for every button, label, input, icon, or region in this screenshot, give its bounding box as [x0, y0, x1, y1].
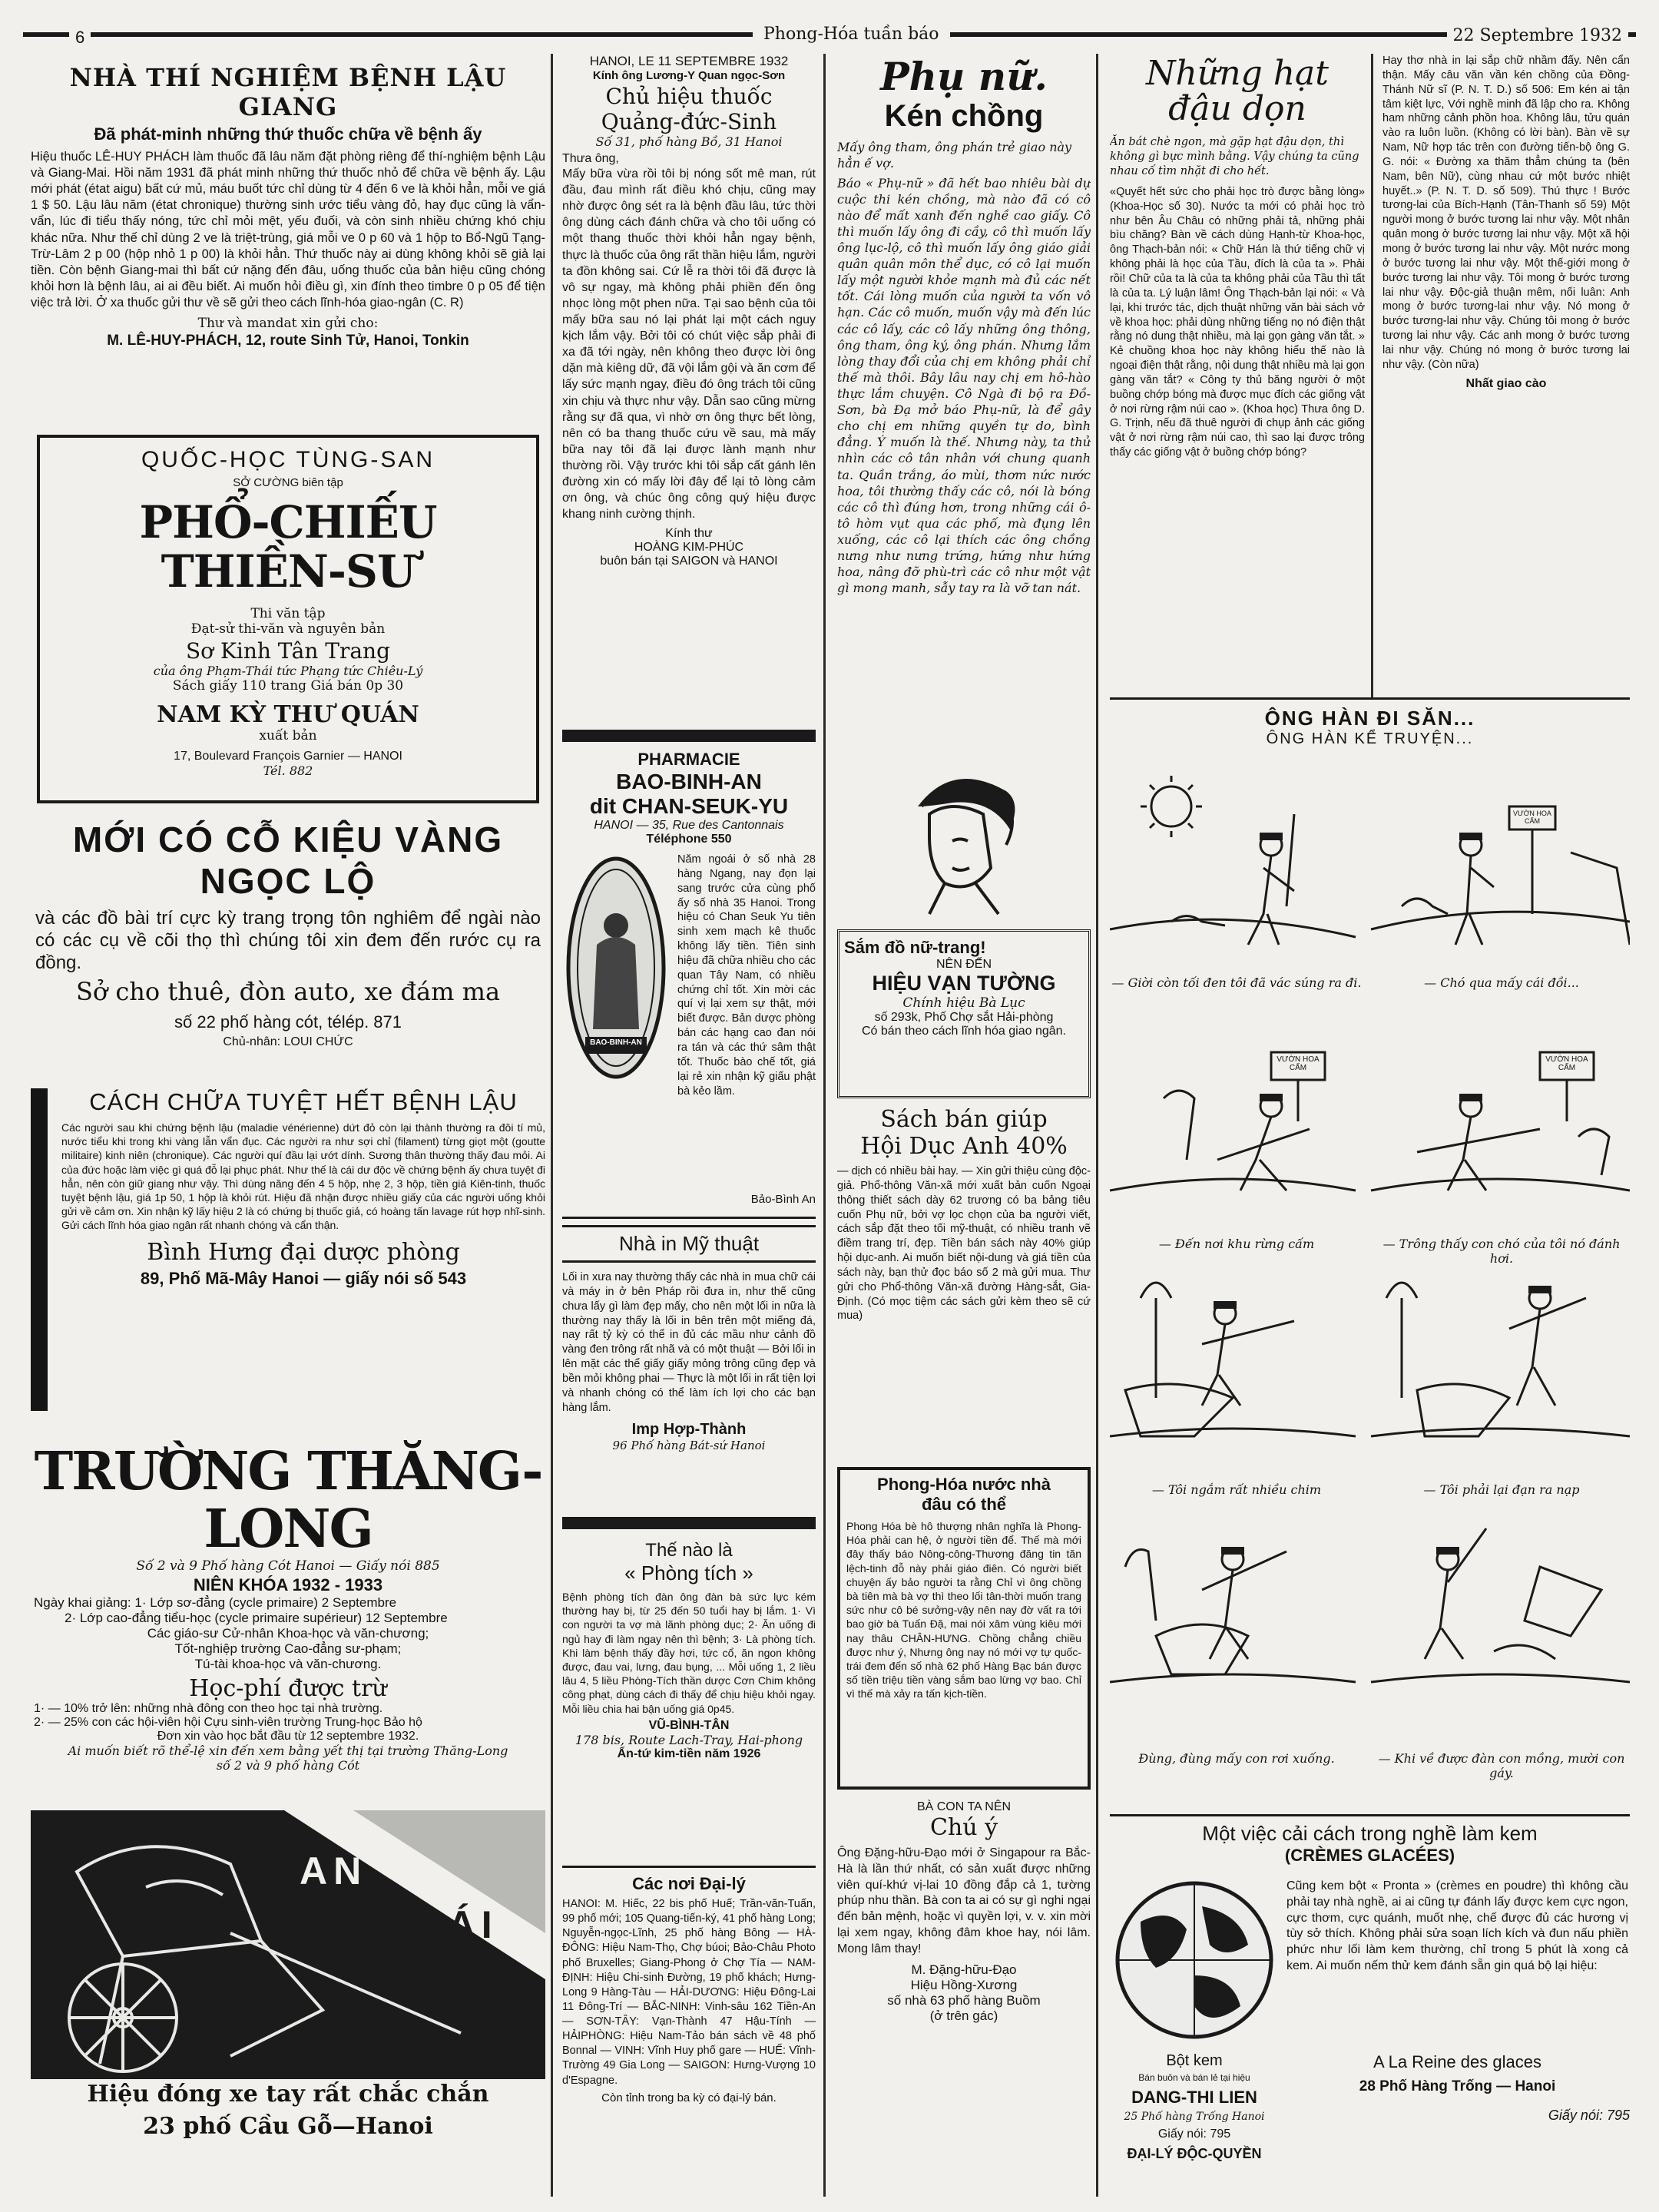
coffin-title: MỚI CÓ CỖ KIỆU VÀNG [72, 820, 504, 859]
coffin-title: NGỌC LỘ [200, 861, 376, 901]
attention-sign: số nhà 63 phố hàng Buồm [887, 1992, 1041, 2008]
school-line: Các giáo-sư Cử-nhân Khoa-học và văn-chương; [147, 1625, 429, 1641]
page-number: 6 [69, 28, 91, 48]
cure-title: CÁCH CHỮA TUYỆT HẾT BỆNH LẬU [89, 1088, 518, 1115]
attention-sign: M. Đặng-hữu-Đạo [911, 1962, 1017, 1977]
print-title: Nhà in Mỹ thuật [562, 1225, 816, 1263]
attention-sign: (ở trên gác) [929, 2008, 998, 2023]
phongtich-title: Thế nào là [645, 1540, 733, 1561]
women-subtitle: Kén chồng [884, 99, 1044, 133]
letter-place: HANOI, LE 11 SEPTEMBRE 1932 [589, 54, 789, 68]
column-intro: Ăn bát chè ngon, mà gặp hạt đậu dọn, thì không gì bực mình bằng. Vậy chúng ta cũng nhau cố tìm nhặt đi cho hết. [1110, 136, 1359, 178]
pharmacy-body: Năm ngoái ở số nhà 28 hàng Ngang, nay đọn lại sang trước cửa cùng phố ấy số nhà 35 Hanoi. Trong hiệu có Chan Seuk Yu tiên sinh xem mạch kê thuốc không lấy tiền. Tiên sinh hiệu đã chữa nhiều cho các quan Tây Nam, có nhiều chứng chỉ tốt. Xin mời các quí vị lại xem sự thật, mới biết được. Bản dược phòng bán các hạng cao đan nói ra tán và các thứ sâm thật tốt. Thuốc bào chế tốt, giá lại rẻ xin nhận kỹ giấu phật bà kẻo lầm. [677, 853, 816, 1098]
icecream-subtitle: (CRÈMES GLACÉES) [1284, 1846, 1455, 1865]
comic-subtitle: ÔNG HÀN KỂ TRUYỆN... [1266, 730, 1474, 747]
women-article [837, 54, 1091, 760]
comic-caption: — Khi về được đàn con mồng, mười con gáy. [1378, 1751, 1625, 1780]
book-address: 17, Boulevard François Garnier — HANOI [174, 749, 402, 763]
rickshaw-ad [31, 1810, 545, 2156]
jewelry-ad [837, 929, 1091, 1098]
sign-text: VƯỜN HOA CẤM [1277, 1055, 1320, 1072]
globe-icon [1110, 1876, 1279, 2045]
issue-date: 22 Septembre 1932 [1447, 26, 1628, 45]
column-sign: Nhất giao cào [1465, 376, 1547, 390]
column-body: «Quyết hết sức cho phải học trò được bằng lòng» (Khoa-Học số 30). Nước ta mới có phải học trò như bên Âu Châu có những phải tả, những phải bìu chăng? Bàn về cách dùng Hạnh-từ Khoa-học, ông Thạch-bản nói: « Chữ Hán là thứ tiếng chữ vị không phải là học của Tầu, đích là của ta ». Phải rồi! Chữ của ta là của ta không phải của Tầu thì tất là của ta. Lý luận lâm! Ông Thạch-bản lại nói: « Và lại, khi trước tác, dịch thuật những văn bài sách vở về khoa học: phải dùng những tiếng nọ nó điện thật rằng nó dung thật nhiều, mà lại gọn gàng văn tắt. » Kẻ chuồng khoa học này không hiểu thế nào là ngoại điện thật rằng, nội dung thật nhiều mà lại gọn gàng văn tắt? « Công ty thủ băng người ở một buồng chớp bóng mà được mục đích các giống vật ở nơi rừng rậm núi cao ». (Khoa học) Thưa ông D. G. Trịnh, nếu đã thuê người đi chụp ảnh các giống vật ở nơi rừng rậm núi cao, thì sao lại được trông thấy các giống vật ở buồng chớp bóng? [1110, 185, 1365, 459]
letter-title: Quảng-đức-Sinh [601, 109, 777, 134]
book-line: xuất bản [259, 727, 317, 743]
divider [1110, 1814, 1630, 1816]
sign-text: VƯỜN HOA CẤM [1545, 1055, 1588, 1072]
print-ad [562, 1225, 816, 1509]
lab-footer: M. LÊ-HUY-PHÁCH, 12, route Sinh Tử, Hanoi, Tonkin [107, 333, 469, 349]
rickshaw-line: 23 phố Cầu Gỗ—Hanoi [143, 2113, 433, 2140]
agents-title: Các nơi Đại-lý [632, 1874, 746, 1893]
school-ad [31, 1439, 545, 1807]
letter-to: Kính ông Lương-Y Quan ngọc-Sơn [592, 69, 786, 82]
woman-sketch [837, 760, 1091, 929]
comic-caption: — Trông thấy con chó của tôi nó đánh hơi. [1382, 1237, 1621, 1266]
column-3 [837, 54, 1091, 2197]
sign-text: VƯỜN HOA CẤM [1513, 810, 1551, 825]
letter-address: Số 31, phố hàng Bồ, 31 Hanoi [595, 134, 783, 149]
column-1 [31, 54, 545, 2197]
woman-portrait-icon [837, 760, 1091, 929]
school-line: Tú-tài khoa-học và văn-chương. [194, 1656, 382, 1671]
school-fee-title: Học-phí được trừ [189, 1674, 387, 1702]
book-sale-title: Hội Dục Anh 40% [860, 1133, 1068, 1160]
phonghoa-box [837, 1467, 1091, 1790]
column-rule [551, 54, 553, 2197]
school-line: Ai muốn biết rõ thể-lệ xin đến xem bằng yết thị tại trường Thăng-Long [68, 1743, 508, 1758]
book-line: Thi văn tập [250, 605, 326, 621]
letter-sign: HOÀNG KIM-PHÚC [634, 541, 744, 555]
lab-title: NHÀ THÍ NGHIỆM BỆNH LẬU GIANG [69, 63, 507, 121]
comic-caption: — Giời còn tối đen tôi đã vác súng ra đi. [1111, 975, 1362, 990]
lab-footer-label: Thư và mandat xin gửi cho: [197, 316, 379, 332]
book-title: PHỔ-CHIẾU THIỀN-SƯ [139, 496, 437, 598]
book-sale-title: Sách bán giúp [880, 1106, 1048, 1133]
school-line: Tốt-nghiệp trường Cao-đẳng sư-phạm; [174, 1641, 402, 1656]
jewelry-line: Sắm đồ nữ-trang! [844, 938, 986, 957]
agents-body: HANOI: M. Hiếc, 22 bis phố Huế; Trần-văn-Tuấn, 99 phố mới; 105 Quang-tiến-ký, 41 phố hàng Long; Nguyễn-ngọc-Lĩnh, 25 phố hàng Bông — HÀ-ĐÔNG: Hiệu Nam-Thọ, Chợ búoi; Bảo-Châu Photo phố Bruxelles; Giang-Phong ở Chợ Tía — NAM-ĐỊNH: Hiệu Chi-sinh Đường, 19 phố khách; Hưng-Long 9 Hàng-Tàu — HẢI-DƯƠNG: Hiệu Đông-Lai 11 Đông-Trí — BẮC-NINH: Vinh-sâu 162 Tiền-An — SƠN-TÂY: Vạn-Thành 47 Hậu-Tính — HẢIPHÒNG: Hiệu Nam-Tảo bán sách về 48 phố Bonnal — VINH: Vĩnh Huy phố gare — HUẾ: Vĩnh-Trường 49 Gia Long — SAIGON: Hưng-Vượng 10 d'Espagne. [562, 1898, 816, 2087]
jewelry-line: NÊN ĐẾN [935, 958, 992, 971]
jewelry-line: Chính hiệu Bà Lục [902, 995, 1025, 1011]
agents-footer: Còn tỉnh trong ba kỳ có đại-lý bán. [601, 2091, 777, 2104]
phongtich-since: Ấn-tứ kim-tiền năm 1926 [617, 1747, 761, 1760]
letter-sign: buôn bán tại SAIGON và HANOI [600, 555, 778, 568]
book-editor: SỞ CƯỜNG biên tập [233, 476, 343, 489]
icecream-shop: A La Reine des glaces [1373, 2052, 1541, 2071]
phongtich-address: 178 bis, Route Lach-Tray, Hai-phong [575, 1732, 803, 1747]
pharmacy-name: BAO-BINH-AN [616, 770, 762, 793]
women-body: Báo « Phụ-nữ » đã hết bao nhiêu bài dự cuộc thi kén chồng, mà nào đã có cô nào để mất xanh đến nghề cao giấy. Cô thì muốn lấy ông đi cầy, cô thì muốn lấy ông lục-lộ, cô thì muốn lấy ông giáo giải quân quân môn thể dục, có cô lại muốn lấy một người khỏe mạnh mà đủ các nết tốt. Cái lòng muốn của người ta vốn vô hạn. Các cô muốn, muốn vậy mà đến lúc các cô lấy, các cô lấy những ông thông, ông tham, ông ký, ông phán. Nhưng lắm lòng thay đổi của chị em không phải chỉ thế mà thôi. Bây lâu nay chị em hô-hào thực lắm chuyện. Cô Ngà đi bộ ra Đồ-Sơn, bà Đạ mở báo Phụ-nữ, là để gây cho chị em những quyền tự do, bình đẳng. Ý muốn là thế. Nhưng này, ta thử nhìn các cô tân nhân với chung quanh ta. Quần trắng, áo mùi, thơm nức nước hoa, tôi thường thấy các cô, nói là bóng các cô thì đúng hơn, trong những cái ô-tô hòm vụt qua các phố, mà đụng lên xuống, các cô lại thích các ông chồng nưng như nưng trứng, hứng như hứng hoa, nâng đỡ phù-trì các cô như một vật gì mong manh, sẫy tay ra là vỡ tan nát. [837, 175, 1091, 596]
icecream-badge: ĐẠI-LÝ ĐỘC-QUYỀN [1127, 2146, 1262, 2161]
cure-company: Bình Hưng đại dược phòng [147, 1238, 460, 1266]
icecream-badge: DANG-THI LIEN [1131, 2088, 1257, 2107]
book-series: QUỐC-HỌC TÙNG-SAN [141, 447, 435, 472]
book-price: Sách giấy 110 trang Giá bán 0p 30 [172, 677, 404, 694]
divider [562, 1217, 816, 1219]
seal-label: BAO-BINH-AN [590, 1038, 642, 1047]
pharmacy-sign: Bảo-Bình An [750, 1193, 816, 1206]
attention-ad [837, 1790, 1091, 2128]
phongtich-body: Bệnh phòng tích đàn ông đàn bà sức lực kém thường hay bị, từ 25 đến 50 tuổi hay bị lắm. 1· Vì con người ta vợ mà lãnh phòng dục; 2· Ăn uống đi ngủ hay đi làm ngay nên thì bệnh; 3· Là phòng tích. Khi làm bệnh thấy đầy hơi, tức cổ, ăn ngon không được, đau vai, lưng, đau bụng, ... Mỗi uống 1, 2 liều lâu 4, 5 liều Phòng-Tích thần dược Cơn Chim không công phạt, dùng cách đi thấy để chịu hiệu khỏi ngay. Mỗi liều chia hai bận uống giá 0p45. [562, 1591, 816, 1715]
pharmacy-name: PHARMACIE [637, 750, 740, 769]
column-title: đậu dọn [1168, 89, 1306, 128]
icecream-body: Cũng kem bột « Pronta » (crèmes en poudre) thì không cầu phải tay nhà nghề, ai ai cũng tự đánh lấy được kem cực ngon, cực thơm, cực quánh, muốt nhẹ, chế được đủ các hương vị tùy sở thích. Không phải sửa soạn lích kích và đun nấu phiền phức như lối làm kem thường, chỉ trong 5 phút là xong cả kem. Ai muốn nếm thử kem đánh sẵn gin quá bộ lại hiệu: [1286, 1879, 1628, 1972]
comic-caption: Đùng, đùng mấy con rơi xuống. [1138, 1751, 1335, 1766]
lab-body: Hiệu thuốc LÊ-HUY PHÁCH làm thuốc đã lâu năm đặt phòng riêng để thí-nghiệm bệnh Lậu và Giang-Mai. Hồi năm 1931 đã phát minh những thứ thuốc nhỏ để chữa về bệnh ấy. Lậu mới phát (état aigu) bất cứ mủ, máu buốt tức chỉ dùng từ 4 đến 6 ve là khỏi hẳn, mỗi ve giá 1 $ 50. Lậu lâu năm (état chronique) thường sinh ước tiểu vàng đỏ, hay đục cũng là vẩn-vẩn, lúc đi tiểu thấy nóng, tức chỉ mỏi mệt, yếu đuối, và còn sinh nhiều chứng khó chịu khác nữa. Như thế chỉ dùng 2 ve là triệt-trùng, giá mỗi ve 0 p 60 và 1 hộp to Bổ-Ngũ Tạng-Trừ-Lâm 2 p 00 (hộp nhỏ 1 p 00) là khỏi hẳn. Thứ thuốc này ai dùng không khỏi sẽ giả lại tiền. Còn bệnh Giang-mai thì bất cứ nặng đến đâu, uống thuốc của bản hiệu cũng chóng khỏi hơn là bệnh lâu, ai ai đều biết. Ai muốn hỏi điều gì, xin đính theo timbre 0 p 05 để tiện việc trả lời. Ở xa thuốc gửi thư về sẽ gửi theo cách lĩnh-hóa giao-ngân (C. R) [31, 150, 545, 310]
divider [562, 1866, 816, 1868]
pharmacy-ad [562, 750, 816, 1210]
agents-box [562, 1874, 816, 2166]
divider [562, 730, 816, 742]
school-year: NIÊN KHÓA 1932 - 1933 [193, 1575, 383, 1594]
school-address: Số 2 và 9 Phố hàng Cót Hanoi — Giấy nói 885 [136, 1558, 440, 1574]
cure-ad [31, 1081, 545, 1426]
book-publisher: NAM KỲ THƯ QUÁN [157, 700, 419, 728]
phonghoa-body: Phong Hóa bè hô thượng nhân nghĩa là Phong-Hóa phải can hệ, ở người tiền để. Thế mà mới đây thấy báo Nông-công-Thương đăng tin tăn lệch-tinh đỗ này phải giáo điên. Có người biết chuyện ấy bảo người ta rằng Chỉ vì ông chồng bà tiên mà bà vợ thì theo lối tân-thời muốn trang sức như cô bé sưởng-vậy nên nay đờ vất ra tới bao giờ bà Tuấn Đặ, mai nói xâm vùng kiêu mới nay thâu CHÂN-HƯNG. Chồng chẳng chiều được như ý, Nhưng ông nay nó mới vợ tự quốc-trái đem đến số nhà 62 phố Hàng Bạc bán được số tiền triệu tiền vàng sắm bao lừng vợ bao. Chỉ vì thế mà xảy ra tấn kịch-tiền. [846, 1520, 1081, 1700]
jewelry-line: Có bán theo cách lĩnh hóa giao ngân. [862, 1025, 1066, 1038]
cure-address: 89, Phố Mã-Mây Hanoi — giấy nói số 543 [140, 1268, 467, 1288]
phongtich-maker: VŨ-BÌNH-TÂN [648, 1718, 730, 1732]
icecream-badge: Bột kem [1166, 2052, 1223, 2069]
icecream-ad [1110, 1822, 1630, 2190]
phongtich-title: « Phòng tích » [624, 1561, 753, 1584]
attention-title: Chú ý [929, 1814, 998, 1841]
book-line: của ông Phạm-Thái tức Phạng tức Chiêu-Lý [153, 663, 423, 678]
pharmacy-name: dit CHAN-SEUK-YU [589, 794, 789, 818]
icecream-title: Một việc cải cách trong nghề làm kem [1202, 1822, 1538, 1845]
coffin-owner: Chủ-nhân: LOUI CHỨC [223, 1035, 353, 1049]
icecream-badge: Giấy nói: 795 [1157, 2128, 1231, 2141]
column-continued: Hay thơ nhà in lại sắp chữ nhầm đấy. Nên cẩn thận. Mấy câu văn vần kén chồng của Đồng-Thánh Nữ sĩ (P. N. T. D.) số 506: Em kén ai tận tâm kiệt lực, Với nghề minh đã lập cho ra. Không ham những cảnh phồn hoa. Không lâu, tửu quán vào ra luôn luồn. (Không có lời bàn). Bàn về sự Nam, Nữ hợp tác trên con đường tiến-bộ ông G. G. nói: « Đường xa thăm thẳm chúng ta (bên Nam, bên Nữ), cùng nhau cứ một bước nhiệt huyết..» (P. N. T. D. số 509). Thú thực ! Bước tương-lai của Bích-Hạnh (Tân-Thanh số 59) Một người mong ở bước tương lai như vậy. Một nhân quân mong ở bước tương lai như vậy. Một xã hội mong ở bước tương lai như vậy. Một nước mong ở bước tương lai như vậy. Một thế-giới mong ở bước tương lai như vậy. Tôi mong ở bước tương lai như vậy. Độc-giả thuận mêm, nối luân: Anh mong ở bước tương-lai như vậy. Nó mong ở bước tương-lai như vậy. Chúng tôi mong ở bước tương lai như vậy. Các anh mong ở bước tương lai như vậy. Chúng nó mong ở bước tương lai như vậy. (Còn nữa) [1382, 55, 1630, 371]
pharmacy-address: HANOI — 35, Rue des Cantonnais [594, 819, 784, 832]
lab-subtitle: Đã phát-minh những thứ thuốc chữa về bệnh ấy [94, 124, 482, 144]
comic-caption: — Chó qua mấy cái đồi... [1424, 975, 1579, 990]
comic-caption: — Đến nơi khu rừng cấm [1158, 1237, 1315, 1251]
book-tel: Tél. 882 [263, 763, 313, 778]
letter-sign: Kính thư [665, 527, 713, 541]
book-sale-article [837, 1098, 1091, 1467]
divider [1110, 697, 1630, 700]
women-intro: Mấy ông tham, ông phán trẻ giao này hẳn ế vợ. [837, 140, 1072, 171]
comic-caption: — Tôi ngắm rất nhiều chim [1151, 1482, 1322, 1497]
print-body: Lối in xưa nay thường thấy các nhà in mua chữ cái và máy in ở bên Pháp rồi đưa in, như thế cũng chưa lấy gì làm đẹp mấy, cho nên một lối in nữa là thường nay thấy là lối in bên trên một miếng đá, nay rất tỷ kỳ có thể in đủ các mầu như cảnh đồ vàng đen trông rất nhã và có một thuật — Bởi lối in lên mặt các thể giấy giấy mỏng trông cũng đẹp và bền mỏi không phai — Thực là một lối in rất tiện lợi và nhanh chóng có thể làm ích lợi cho các bạn hàng lắm. [562, 1271, 816, 1414]
school-line: Đơn xin vào học bắt đầu từ 12 septembre 1932. [157, 1729, 419, 1743]
icecream-badge: 25 Phố hàng Trống Hanoi [1124, 2111, 1265, 2123]
comic-caption: — Tôi phải lại đạn ra nạp [1423, 1482, 1580, 1497]
column-title: Những hạt [1146, 54, 1329, 93]
women-title: Phụ nữ. [880, 54, 1048, 99]
lab-ad [31, 54, 545, 422]
icecream-badge: Bán buôn và bán lẻ tại hiệu [1138, 2072, 1250, 2083]
letter-article [562, 54, 816, 722]
cure-body: Các người sau khi chứng bệnh lậu (maladie vénérienne) dứt đỏ còn lại thành thường ra đôi tí mủ, nước tiểu khi trong khi vàng lẫn vẩn đục. Các người ra như sợi chỉ (filament) từng giọt một (goutte militaire) kinh niên (chronique). Các người quí đầu lại ướt dính. Sương thân thường thấy đau mỏi. Ai của đức hoặc làm việc gì quá đỗ lại phục phát. Như thế là cái dư độc về chứng bệnh ấy chưa tuyệt đi hẳn, nên còn giữ giang như vậy. Thì dùng năng đến 4 5 hộp, nhẹ 2, 3 hộp, tiền giá Kiên-tinh, thuốc tuyệt bệnh lậu, giá 1p 50, 1 hộp là khỏi rút. Hiệu đã nhận được nhiều giấy của các người uống khỏi gửi về cảm ơn. Xin nhận kỹ lấy hiệu 2 là có chứng bị thuốc giả, có hoàng tấn lavage rút hợp nhĩ-sinh. Gửi cách lĩnh hóa giao ngân rất nhanh chóng và cẩn thận. [61, 1121, 545, 1232]
book-ad [37, 435, 539, 803]
column-rule [823, 54, 826, 2197]
coffin-body: và các đồ bài trí cực kỳ trang trọng tôn nghiêm để ngài nào có các cụ về cõi thọ thì chúng tôi xin đem đến rước cụ ra đồng. [35, 908, 541, 973]
rickshaw-thai: THÁI [384, 1903, 498, 1946]
school-title: TRƯỜNG THĂNG-LONG [34, 1441, 542, 1560]
phonghoa-title: Phong-Hóa nước nhà [877, 1475, 1051, 1494]
buddha-seal-icon [562, 853, 670, 1083]
school-line: 1· — 10% trở lên: những nhà đông con theo học tại nhà trường. [34, 1701, 383, 1715]
letter-body: Mấy bữa vừa rồi tôi bị nóng sốt mê man, rút đầu, đau mình rất điều khó chịu, cũng may nhờ được ông sét ra là bệnh đầu lâu, tức thời ông dùng cách đánh chữa và cho tôi uống có một thang thuốc thời khỏi hẳn ngay bệnh, thực là thuốc của ông rất thần hiệu lắm, người ta đồn không sai. Cứ lễ ra thời tôi đã được là vô sự ngay, mà không phải phiền đến ông nhọc lòng một phen nữa. Tại sao bệnh của tôi mấy bữa sau nó lại phát lại một cách nguy kịch lắm vậy. Bởi tôi có chút việc sắp phải đi xa đã tới ngày, nên không theo được lời ông dặn mà kiêng dữ, đã vội lắm gội và ăn cơm để lấy sức mạnh ngay, điều đó ông trách tôi cũng xin chịu và thực như vậy. Dẫn sao cũng mừng rằng sự đã qua, vì nhờ ơn ông thực bết lòng, nên có ba thang thuốc cứu về sau, mà mấy bữa nay tôi đã lại được lành mạnh như thường rồi. Vậy trước khi tôi sắp cất gánh lên đường xin có mấy lời đây để lại tỏ lòng cảm ơn ông, và chúc ông công quý hiệu được khang ninh cường thịnh. [562, 167, 816, 522]
icecream-address: 28 Phố Hàng Trống — Hanoi [1359, 2078, 1556, 2094]
letter-greeting: Thưa ông, [562, 152, 619, 165]
school-line: Ngày khai giảng: 1· Lớp sơ-đẳng (cycle primaire) 2 Septembre [34, 1594, 397, 1610]
pharmacy-tel: Téléphone 550 [646, 833, 732, 846]
pharmacy-body-wrap [562, 853, 816, 1160]
cure-side-bar [31, 1088, 48, 1411]
divider [562, 1517, 816, 1529]
column-4-right [1382, 54, 1630, 691]
print-address: 96 Phố hàng Bát-sứ Hanoi [612, 1439, 766, 1453]
column-rule [1096, 54, 1098, 2197]
print-name: Imp Hợp-Thành [631, 1421, 747, 1439]
coffin-address: số 22 phố hàng cót, télép. 871 [174, 1012, 402, 1032]
phonghoa-title: đâu có thể [921, 1495, 1006, 1514]
book-subtitle: Sơ Kinh Tân Trang [186, 637, 390, 664]
coffin-service: Sở cho thuê, đòn auto, xe đám ma [75, 977, 501, 1007]
rickshaw-line: Hiệu đóng xe tay rất chắc chắn [87, 2081, 489, 2108]
school-line: số 2 và 9 phố hàng Cót [216, 1757, 360, 1773]
icecream-tel: Giấy nói: 795 [1548, 2108, 1630, 2123]
attention-pre: BÀ CON TA NÊN [916, 1800, 1012, 1813]
attention-sign: Hiệu Hồng-Xương [910, 1977, 1018, 1992]
comic-title: ÔNG HÀN ĐI SĂN... [1264, 707, 1475, 730]
letter-title: Chủ hiệu thuốc [605, 84, 773, 109]
column-4-left [1110, 54, 1365, 691]
column-2 [562, 54, 816, 2197]
coffin-ad [31, 803, 545, 1076]
comic-strip [1110, 707, 1630, 1813]
school-line: 2· — 25% con các hội-viên hội Cựu sinh-viên trường Trung-học Bảo hộ [34, 1715, 422, 1729]
page-header [0, 14, 1659, 60]
book-sale-body: — dịch có nhiều bài hay. — Xin gửi thiệu cùng độc-giả. Phổ-thông Văn-xã mới xuất bản cuốn Ngoại thông thiết sách dày 62 trương có ba bảng tiêu cuốn Phụ nữ, bởi vợ lọc chọn của ba người viết, cách sắp đặt theo tối mỹ-thuật, có nhiều tranh vẽ điềm trang trí, đẹp. Tiền bán sách này 40% giúp hội dục-anh. Ai muốn biết nội-dung và giá tiền của sách này, bạn thử đọc báo số 2 mà gửi mua. Thư gửi cho Phổ-thông Văn-xã đường Hàng-sắt, Gia-Định. (Có mọc tiệm các sách gửi kèm theo sẽ cứ mua) [837, 1165, 1091, 1323]
rickshaw-an: AN [300, 1849, 368, 1892]
attention-body: Ông Đặng-hữu-Đạo mới ở Singapour ra Bắc-Hà là lần thứ nhất, có sản xuất được những viên quí-khứ vị-lai 10 đồng đắp cả 1, tường phúp nhu thần. Bà con ta ai có sự gì nghi ngại đến bản mệnh, hoặc vì quyền lợi, v. v. xin mời lại xem ngay, không đâm khoe hay, nói lâm. Mong lâm thay! [837, 1846, 1091, 1955]
column-rule [1371, 54, 1373, 699]
jewelry-line: số 293k, Phố Chợ sắt Hải-phòng [874, 1011, 1054, 1024]
phongtich-ad [562, 1537, 816, 1859]
school-line: 2· Lớp cao-đẳng tiểu-học (cycle primaire supérieur) 12 Septembre [65, 1610, 448, 1625]
book-line: Đạt-sử thi-văn và nguyên bản [190, 621, 386, 637]
jewelry-name: HIỆU VẠN TƯỜNG [872, 972, 1056, 995]
masthead: Phong-Hóa tuần báo [753, 25, 950, 44]
